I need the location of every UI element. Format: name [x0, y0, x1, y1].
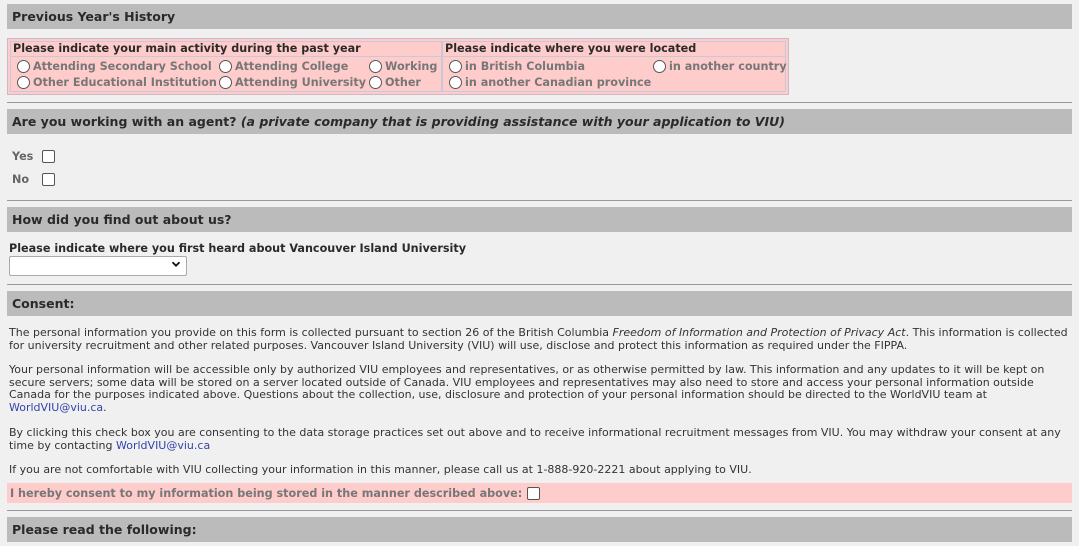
- section-title: Consent:: [12, 296, 75, 311]
- agent-no-checkbox[interactable]: [42, 173, 55, 186]
- section-header-history: [7, 4, 1072, 29]
- radio-button-icon[interactable]: [219, 76, 232, 89]
- radio-button-icon[interactable]: [449, 76, 462, 89]
- heard-about-select[interactable]: [9, 256, 187, 276]
- radio-button-icon[interactable]: [219, 60, 232, 73]
- section-title: How did you find out about us?: [12, 212, 232, 227]
- consent-paragraph-4: If you are not comfortable with VIU collecting your information in this manner, please call us at 1-888-920-2221 about applying to VIU.: [9, 463, 752, 476]
- worldviu-email-link[interactable]: WorldVIU@viu.ca: [9, 400, 104, 414]
- consent-paragraph-1: The personal information you provide on this form is collected pursuant to section 26 of the British Columbia Freedom of Information and Protection of Privacy Act. This information is collected for university recruitment and other related purposes. Vancouver Island University (VIU) will use, disclose and protect this information as required under the FIPPA.: [9, 326, 1068, 352]
- consent-checkbox-row: [7, 483, 1072, 503]
- section-header-agent: [7, 109, 1072, 134]
- radio-attending-university[interactable]: Attending University: [219, 76, 366, 89]
- consent-paragraph-2: Your personal information will be accessible only by authorized VIU employees and representatives, or as otherwise permitted by law. This information and any updates to it will be kept on secure servers; some data will be stored on a server located outside of Canada. VIU employees and representatives may also need to store and access your personal information outside Canada for the purposes indicated above. Questions about the collection, use, disclosure and protection of your personal information should be directed to the WorldVIU team at WorldVIU@viu.ca.: [9, 363, 1045, 414]
- radio-button-icon[interactable]: [17, 60, 30, 73]
- divider: [7, 510, 1072, 511]
- radio-button-icon[interactable]: [369, 60, 382, 73]
- divider: [7, 200, 1072, 201]
- radio-other-educational-institution[interactable]: Other Educational Institution: [17, 76, 217, 89]
- consent-paragraph-3: By clicking this check box you are consenting to the data storage practices set out above and to receive informational recruitment messages from VIU. You may withdraw your consent at any time by contacting WorldVIU@viu.ca: [9, 426, 1061, 452]
- radio-button-icon[interactable]: [653, 60, 666, 73]
- radio-in-another-canadian-province[interactable]: in another Canadian province: [449, 76, 651, 89]
- radio-button-icon[interactable]: [449, 60, 462, 73]
- radio-button-icon[interactable]: [369, 76, 382, 89]
- divider: [7, 102, 1072, 103]
- consent-checkbox[interactable]: [527, 487, 540, 500]
- radio-other[interactable]: Other: [369, 76, 421, 89]
- radio-in-british-columbia[interactable]: in British Columbia: [449, 60, 585, 73]
- radio-in-another-country[interactable]: in another country: [653, 60, 787, 73]
- heard-about-label: Please indicate where you first heard about Vancouver Island University: [9, 242, 466, 255]
- history-table: [7, 38, 789, 95]
- section-header-consent: [7, 291, 1072, 316]
- agent-yes-row: Yes: [12, 150, 55, 163]
- section-title: Previous Year's History: [12, 9, 176, 24]
- agent-yes-checkbox[interactable]: [42, 150, 55, 163]
- activity-question: Please indicate your main activity during the past year: [11, 42, 441, 57]
- section-title: Please read the following:: [12, 522, 197, 537]
- location-options: [443, 57, 785, 91]
- activity-options: [11, 57, 441, 91]
- agent-no-row: No: [12, 173, 55, 186]
- location-cell: [442, 41, 786, 92]
- location-question: Please indicate where you were located: [443, 42, 785, 57]
- radio-button-icon[interactable]: [17, 76, 30, 89]
- section-header-please-read: [7, 517, 1072, 542]
- radio-attending-secondary-school[interactable]: Attending Secondary School: [17, 60, 212, 73]
- activity-cell: [10, 41, 442, 92]
- section-header-find-out: [7, 207, 1072, 232]
- radio-attending-college[interactable]: Attending College: [219, 60, 348, 73]
- section-title: Are you working with an agent?: [12, 114, 237, 129]
- divider: [7, 284, 1072, 285]
- radio-working[interactable]: Working: [369, 60, 437, 73]
- consent-checkbox-label: I hereby consent to my information being stored in the manner described above:: [10, 486, 523, 500]
- section-subtitle: (a private company that is providing assistance with your application to VIU): [240, 114, 785, 129]
- chevron-down-icon: [171, 259, 181, 272]
- worldviu-email-link[interactable]: WorldVIU@viu.ca: [116, 438, 211, 452]
